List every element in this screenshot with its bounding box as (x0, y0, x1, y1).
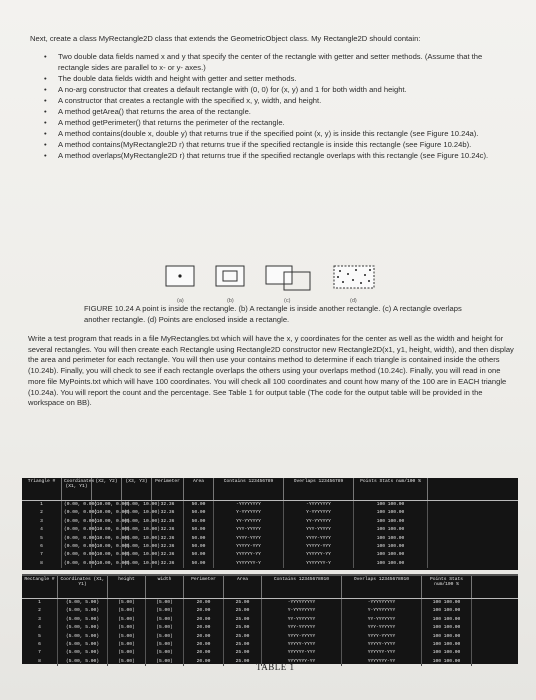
table-row (22, 633, 518, 641)
table-cell: YYYY-YYYYY (262, 633, 342, 641)
table-cell: YYYYYY-YYY (262, 649, 342, 657)
table-cell: (0.00, 0.00) (62, 543, 92, 551)
table-cell: (5.00) (146, 649, 184, 657)
table-cell: (5.00, 10.00) (122, 535, 152, 543)
table-cell: 50.00 (184, 526, 214, 534)
table-cell: 100 100.00 (422, 641, 472, 649)
table-cell: (5.00, 10.00) (122, 526, 152, 534)
table-cell: (5.00, 10.00) (122, 501, 152, 509)
list-item: • A no-arg constructor that creates a default rectangle with (0, 0) for (x, y) and 1 for both width and height. (44, 85, 514, 96)
column-header: Area (184, 478, 214, 500)
table-row (22, 551, 518, 559)
table-cell: (5.00, 10.00) (122, 518, 152, 526)
table-cell: (5.00, 10.00) (122, 560, 152, 568)
list-item: • A method overlaps(MyRectangle2D r) that returns true if the specified rectangle overlaps with this rectangle (see Figure 10.24c). (44, 151, 514, 162)
table-cell: (5.00) (108, 599, 146, 607)
table-cell: YYYYY-YYY (284, 543, 354, 551)
column-header: Perimeter (152, 478, 184, 500)
table-cell: 25.00 (224, 616, 262, 624)
column-header: height (108, 576, 146, 598)
column-header: Contains 123456789 (214, 478, 284, 500)
table-cell: 100 100.00 (354, 543, 428, 551)
table-cell: 20.00 (184, 641, 224, 649)
column-header: width (146, 576, 184, 598)
table-cell: 100 100.00 (422, 599, 472, 607)
column-header: Triangle # (22, 478, 62, 500)
table-body (22, 501, 518, 568)
table-cell: 32.36 (152, 551, 184, 559)
table-cell: (5.00, 5.00) (58, 616, 108, 624)
table-label: TABLE 1 (256, 662, 295, 672)
table-row (22, 607, 518, 615)
table-cell: (5.00) (146, 599, 184, 607)
column-header: Rectangle # (22, 576, 58, 598)
table-cell: YYYYY-YYY (214, 543, 284, 551)
requirements-list (44, 52, 514, 162)
triangle-output-table (22, 478, 518, 570)
table-cell: (10.00, 0.00) (92, 509, 122, 517)
table-cell: (5.00) (146, 616, 184, 624)
column-header: Points Stats num/100 % (422, 576, 472, 598)
figure-label-b: (b) (227, 298, 234, 304)
table-cell: YY-YYYYYY (214, 518, 284, 526)
table-cell: YYY-YYYYY (214, 526, 284, 534)
table-cell: -YYYYYYYYY (342, 599, 422, 607)
table-cell: (0.00, 0.00) (62, 501, 92, 509)
table-cell: 25.00 (224, 633, 262, 641)
table-cell: YYYY-YYYYY (342, 633, 422, 641)
table-cell: (5.00) (146, 658, 184, 666)
figure-label-c: (c) (284, 298, 291, 304)
table-cell: 2 (22, 607, 58, 615)
figure-d-points-enclosed (332, 262, 376, 292)
table-cell: (5.00, 10.00) (122, 509, 152, 517)
figure-b-rect-in-rect (214, 262, 248, 292)
table-cell: 32.36 (152, 543, 184, 551)
table-cell: 20.00 (184, 624, 224, 632)
table-cell: YYYY-YYYY (284, 535, 354, 543)
table-cell: 50.00 (184, 501, 214, 509)
figure-c-rect-overlap (264, 262, 314, 292)
table-cell: 20.00 (184, 607, 224, 615)
table-cell: YYYYYY-YYY (342, 649, 422, 657)
table-cell: (5.00, 10.00) (122, 551, 152, 559)
table-cell: 100 100.00 (422, 624, 472, 632)
table-row (22, 518, 518, 526)
list-item: • A method contains(MyRectangle2D r) that returns true if the specified rectangle is inside this rectangle (see Figure 10.24b). (44, 140, 514, 151)
table-cell: 100 100.00 (422, 616, 472, 624)
table-cell: (5.00, 5.00) (58, 624, 108, 632)
list-item: • A method getPerimeter() that returns the perimeter of the rectangle. (44, 118, 514, 129)
table-row (22, 560, 518, 568)
table-header (22, 576, 518, 599)
table-body (22, 599, 518, 666)
table-cell: YYYYYYY-YY (262, 658, 342, 666)
table-cell: 100 100.00 (354, 518, 428, 526)
table-cell: YYYYYYY-Y (214, 560, 284, 568)
table-cell: 25.00 (224, 599, 262, 607)
table-cell: 32.36 (152, 518, 184, 526)
table-cell: (5.00, 5.00) (58, 649, 108, 657)
table-cell: 32.36 (152, 560, 184, 568)
table-cell: YYY-YYYYY (284, 526, 354, 534)
table-cell: 6 (22, 543, 62, 551)
table-cell: 1 (22, 599, 58, 607)
figure-a-point-in-rect (164, 262, 198, 292)
table-cell: (0.00, 0.00) (62, 518, 92, 526)
table-cell: Y-YYYYYYYY (262, 607, 342, 615)
figure-caption: FIGURE 10.24 A point is inside the rectangle. (b) A rectangle is inside another rectangle. (c) A rectangle overlaps another rectangle. (d) Points are enclosed inside a rectangle. (84, 304, 462, 324)
table-cell: (5.00) (146, 641, 184, 649)
table-cell: (5.00) (108, 641, 146, 649)
table-cell: (5.00, 5.00) (58, 633, 108, 641)
table-cell: 20.00 (184, 658, 224, 666)
table-cell: (0.00, 0.00) (62, 535, 92, 543)
table-cell: 4 (22, 624, 58, 632)
table-cell: (0.00, 0.00) (62, 560, 92, 568)
table-cell: 7 (22, 551, 62, 559)
rectangle-output-table (22, 574, 518, 664)
table-cell: YY-YYYYYYY (342, 616, 422, 624)
table-row (22, 641, 518, 649)
table-cell: YYYYYY-YY (284, 551, 354, 559)
column-header: Area (224, 576, 262, 598)
table-cell: -YYYYYYYY (214, 501, 284, 509)
table-cell: (10.00, 0.00) (92, 551, 122, 559)
table-cell: 8 (22, 560, 62, 568)
table-cell: Y-YYYYYYYY (342, 607, 422, 615)
column-header: Points Stats num/100 % (354, 478, 428, 500)
table-cell: 100 100.00 (422, 607, 472, 615)
table-cell: 100 100.00 (354, 535, 428, 543)
table-cell: YYYY-YYYY (214, 535, 284, 543)
table-cell: 100 100.00 (354, 509, 428, 517)
table-row (22, 509, 518, 517)
table-cell: 32.36 (152, 535, 184, 543)
table-cell: (5.00) (108, 624, 146, 632)
figure-10-24 (164, 262, 384, 302)
table-row (22, 535, 518, 543)
assignment-paragraph: Write a test program that reads in a file MyRectangles.txt which will have the x, y coordinates for the center as well as the width and height for several rectangles. You will then create each Rectangle using Rectangle2D constructor new Rectangle2D(x1, y1, height, width), and then display the area and perimeter for each rectangle. You will then use your contains method to determine if each triangle is contained inside the others (10.24b). Finally, you will check to see if each rectangle overlaps the others using your overlaps method (10.24c). Finally, you will read in one more file MyPoints.txt which will have 100 coordinates. You will check all 100 coordinates and count how many of the 100 are in EACH triangle (10.24a). You will report the count and the percentage. See Table 1 for output table (The code for the output table will be provided in the workspace on BB). (28, 334, 514, 408)
table-cell: 5 (22, 633, 58, 641)
table-cell: (10.00, 0.00) (92, 535, 122, 543)
table-row (22, 599, 518, 607)
table-cell: 5 (22, 535, 62, 543)
table-cell: 100 100.00 (354, 526, 428, 534)
column-header: Contains 12345678910 (262, 576, 342, 598)
column-header: Coordinates (X1, Y1) (62, 478, 92, 500)
table-cell: YYYYYYY-YY (342, 658, 422, 666)
table-cell: -YYYYYYYY (284, 501, 354, 509)
table-cell: (10.00, 0.00) (92, 526, 122, 534)
table-cell: 25.00 (224, 649, 262, 657)
figure-label-d: (d) (350, 298, 357, 304)
table-cell: 100 100.00 (422, 633, 472, 641)
table-cell: 25.00 (224, 641, 262, 649)
table-cell: YYY-YYYYYY (342, 624, 422, 632)
table-cell: 8 (22, 658, 58, 666)
table-row (22, 649, 518, 657)
table-cell: 50.00 (184, 543, 214, 551)
table-cell: Y-YYYYYYY (284, 509, 354, 517)
table-cell: 2 (22, 509, 62, 517)
table-cell: YY-YYYYYY (284, 518, 354, 526)
table-cell: (5.00) (108, 649, 146, 657)
table-cell: (10.00, 0.00) (92, 560, 122, 568)
list-item: • The double data fields width and height with getter and setter methods. (44, 74, 514, 85)
table-cell: 4 (22, 526, 62, 534)
list-item: • A method getArea() that returns the area of the rectangle. (44, 107, 514, 118)
table-cell: 25.00 (224, 624, 262, 632)
table-cell: YYYYYYY-Y (284, 560, 354, 568)
list-item: • Two double data fields named x and y that specify the center of the rectangle with getter and setter methods. (Assume that the rectangle sides are parallel to x- or y- axes.) (44, 52, 514, 73)
column-header: (X3, Y3) (122, 478, 152, 500)
table-header (22, 478, 518, 501)
table-row (22, 616, 518, 624)
table-cell: (5.00, 5.00) (58, 641, 108, 649)
table-cell: 32.36 (152, 501, 184, 509)
table-cell: 3 (22, 616, 58, 624)
table-row (22, 543, 518, 551)
table-cell: 20.00 (184, 633, 224, 641)
table-cell: YYYYYY-YY (214, 551, 284, 559)
table-cell: -YYYYYYYYY (262, 599, 342, 607)
figure-label-a: (a) (177, 298, 184, 304)
table-cell: (5.00) (108, 633, 146, 641)
table-cell: (5.00, 5.00) (58, 607, 108, 615)
table-cell: 32.36 (152, 509, 184, 517)
table-cell: 6 (22, 641, 58, 649)
table-cell: (0.00, 0.00) (62, 526, 92, 534)
column-header: Coordinates (X1, Y1) (58, 576, 108, 598)
table-cell: 50.00 (184, 560, 214, 568)
table-cell: 100 100.00 (354, 501, 428, 509)
table-cell: 20.00 (184, 599, 224, 607)
column-header: Overlaps 12345678910 (342, 576, 422, 598)
table-cell: (5.00) (146, 624, 184, 632)
table-cell: (5.00) (108, 658, 146, 666)
table-cell: 7 (22, 649, 58, 657)
table-cell: 50.00 (184, 509, 214, 517)
table-row (22, 501, 518, 509)
table-cell: 3 (22, 518, 62, 526)
table-cell: 50.00 (184, 518, 214, 526)
table-cell: (10.00, 0.00) (92, 518, 122, 526)
column-header: Overlaps 123456789 (284, 478, 354, 500)
table-cell: 100 100.00 (354, 560, 428, 568)
table-cell: (5.00) (146, 607, 184, 615)
table-cell: 100 100.00 (422, 649, 472, 657)
table-cell: 20.00 (184, 649, 224, 657)
table-cell: 1 (22, 501, 62, 509)
table-cell: 100 100.00 (422, 658, 472, 666)
table-row (22, 624, 518, 632)
table-cell: YYYYY-YYYY (262, 641, 342, 649)
table-cell: (0.00, 0.00) (62, 509, 92, 517)
table-cell: (10.00, 0.00) (92, 543, 122, 551)
table-row (22, 526, 518, 534)
table-cell: 32.36 (152, 526, 184, 534)
table-cell: 50.00 (184, 535, 214, 543)
table-cell: 100 100.00 (354, 551, 428, 559)
table-cell: (5.00) (108, 616, 146, 624)
list-item: • A method contains(double x, double y) that returns true if the specified point (x, y) is inside this rectangle (see Figure 10.24a). (44, 129, 514, 140)
table-cell: YY-YYYYYYY (262, 616, 342, 624)
table-cell: (5.00) (108, 607, 146, 615)
table-cell: 25.00 (224, 607, 262, 615)
table-cell: 20.00 (184, 616, 224, 624)
table-cell: (5.00, 10.00) (122, 543, 152, 551)
table-cell: (5.00) (146, 633, 184, 641)
table-cell: Y-YYYYYYY (214, 509, 284, 517)
table-cell: (0.00, 0.00) (62, 551, 92, 559)
column-header: Perimeter (184, 576, 224, 598)
table-cell: YYYYY-YYYY (342, 641, 422, 649)
column-header: (X2, Y2) (92, 478, 122, 500)
table-cell: (5.00, 5.00) (58, 599, 108, 607)
intro-text: Next, create a class MyRectangle2D class that extends the GeometricObject class. My Rectangle2D should contain: (30, 34, 421, 43)
table-cell: YYY-YYYYYY (262, 624, 342, 632)
table-cell: (5.00, 5.00) (58, 658, 108, 666)
table-cell: (10.00, 0.00) (92, 501, 122, 509)
list-item: • A constructor that creates a rectangle with the specified x, y, width, and height. (44, 96, 514, 107)
table-cell: 25.00 (224, 658, 262, 666)
table-cell: 50.00 (184, 551, 214, 559)
